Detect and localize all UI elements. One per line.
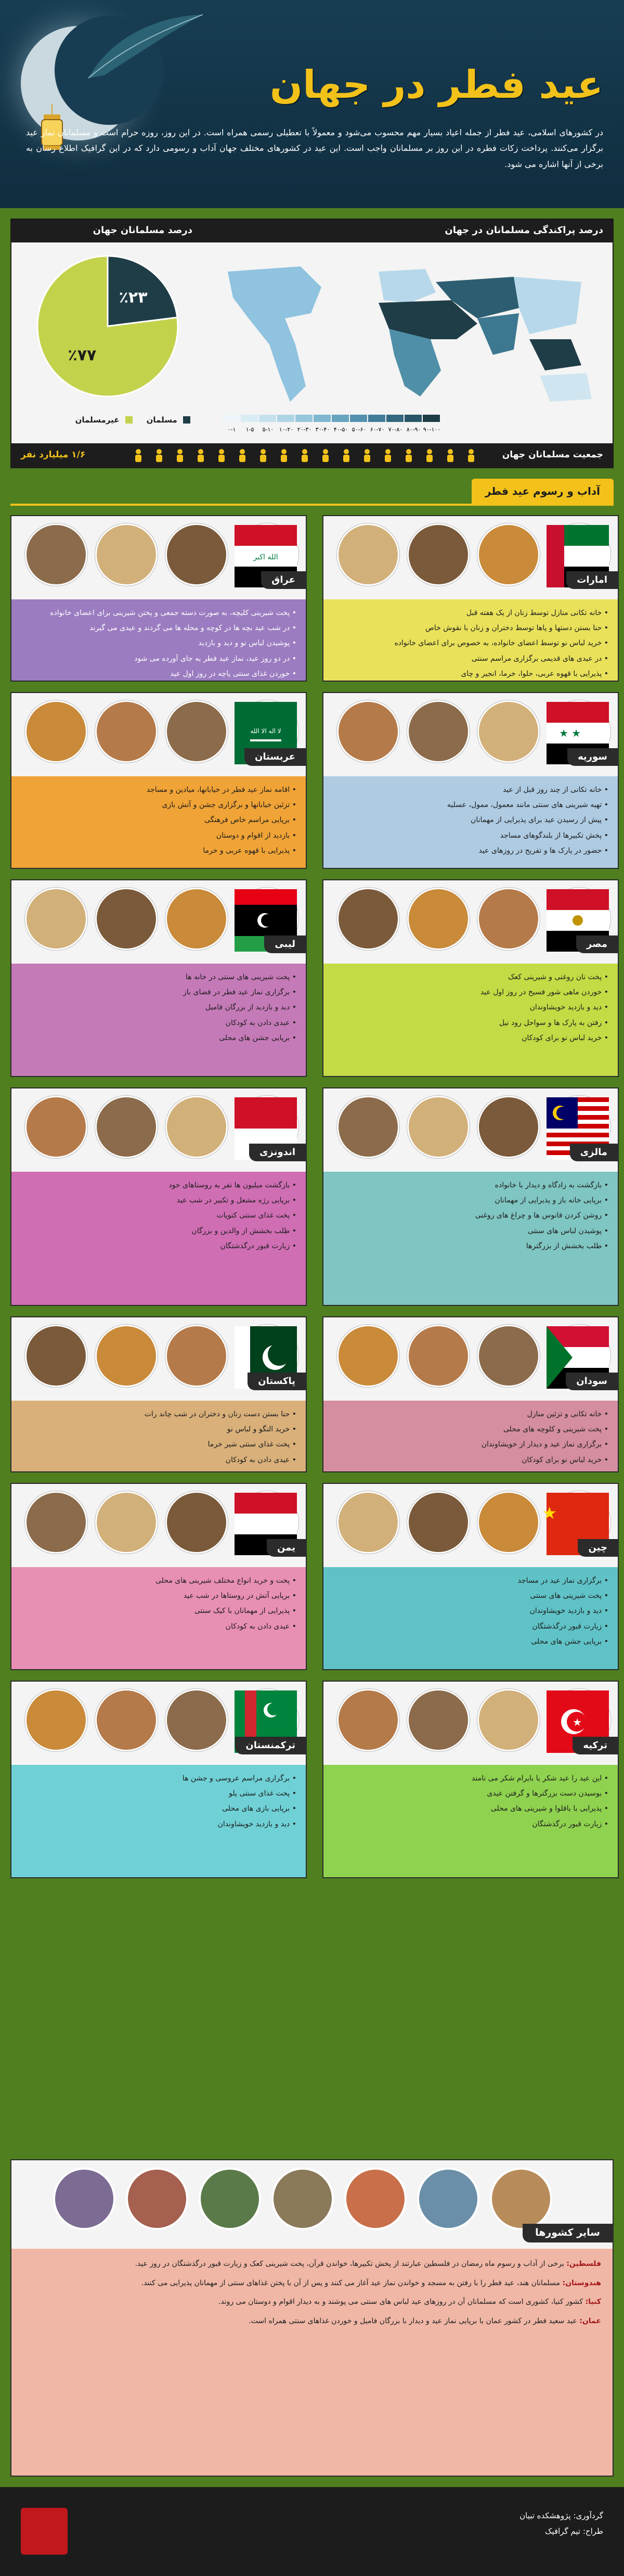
section-title: آداب و رسوم عید فطر [472, 479, 614, 505]
photo-circle [165, 888, 228, 950]
muslim-percentage-pie-chart [32, 251, 183, 402]
svg-text:★: ★ [573, 1716, 582, 1728]
map-legend [223, 415, 441, 435]
legend-label: ۲۰-۳۰ [297, 426, 312, 433]
country-customs-text [11, 964, 306, 1076]
legend-label: ۵۰-۶۰ [352, 426, 367, 433]
photo-circle [477, 1096, 540, 1158]
legend-swatch [314, 415, 331, 422]
custom-item: • پذیرایی با باقلوا و شیرینی های محلی [333, 1802, 608, 1815]
header-banner [0, 0, 624, 208]
person-icon [177, 449, 183, 462]
custom-item: • در شب عید بچه ها در کوچه و محله ها می گردند و عیدی می گیرند [21, 622, 296, 635]
country-card [10, 1316, 307, 1472]
photo-circle [337, 1325, 399, 1387]
custom-item: • دید و بازدید خویشاوندان [21, 1818, 296, 1831]
country-card [322, 515, 619, 682]
photo-circle [165, 1325, 228, 1387]
custom-item: • برپایی آتش در روستاها در شب عید [21, 1590, 296, 1603]
legend-label-muslim: مسلمان [146, 415, 177, 425]
country-photos [11, 516, 306, 599]
custom-item: • برپایی بازی های محلی [21, 1802, 296, 1815]
feather-illustration [83, 10, 208, 83]
people-icons [129, 448, 483, 463]
legend-swatch [423, 415, 440, 422]
person-icon [385, 449, 391, 462]
custom-item: • زیارت قبور درگذشتگان [21, 1240, 296, 1253]
custom-item: • دید و بازدید خویشاوندان [333, 1605, 608, 1618]
photo-circle [337, 523, 399, 586]
legend-label: ۰-۱ [227, 426, 236, 433]
country-customs-text [323, 1172, 618, 1305]
legend-label: ۱۰-۲۰ [279, 426, 294, 433]
custom-item: • زیارت قبور درگذشتگان [333, 1620, 608, 1633]
person-icon [281, 449, 287, 462]
legend-swatch [350, 415, 367, 422]
photo-circle [165, 1689, 228, 1751]
person-icon [426, 449, 433, 462]
custom-item: • رفتن به پارک ها و سواحل رود نیل [333, 1017, 608, 1030]
custom-item: • در دو روز عید، نماز عید فطر به جای آورده می شود [21, 652, 296, 665]
svg-text:★: ★ [542, 1503, 557, 1523]
map-title: درصد پراکندگی مسلمانان در جهان [202, 220, 613, 242]
custom-item: • پوشیدن لباس نو و دید و بازدید [21, 637, 296, 650]
legend-label: ۴۰-۵۰ [333, 426, 348, 433]
person-icon [468, 449, 474, 462]
photo-circle [407, 1096, 470, 1158]
photo-circle [337, 1096, 399, 1158]
custom-item: • خرید لباس نو برای کودکان [333, 1454, 608, 1467]
pie-title: درصد مسلمانان جهان [11, 220, 202, 242]
photo-circle [477, 1491, 540, 1554]
custom-item: • در عیدی های قدیمی برگزاری مراسم سنتی [333, 652, 608, 665]
photo-circle [165, 700, 228, 763]
country-customs-text [323, 964, 618, 1076]
custom-item: • پخت غذای سنتی پلو [21, 1787, 296, 1800]
custom-item: • خرید لباس نو توسط اعضای خانواده، به خصوص برای اعضای خانواده [333, 637, 608, 650]
person-icon [198, 449, 204, 462]
country-name: ترکمنستان [235, 1737, 306, 1754]
legend-label: ۷۰-۸۰ [388, 426, 403, 433]
country-photos [323, 880, 618, 964]
photo-circle [337, 1491, 399, 1554]
photo-circle [337, 1689, 399, 1751]
country-name: ترکیه [573, 1737, 618, 1754]
pie-legend [22, 415, 193, 430]
svg-text:الله اكبر: الله اكبر [253, 553, 278, 561]
legend-label: ۹۰-۱۰۰ [423, 426, 441, 433]
country-card [322, 1316, 619, 1472]
photo-circle [477, 888, 540, 950]
custom-item: • دید و بازدید خویشاوندان [333, 1001, 608, 1014]
country-card [322, 1087, 619, 1306]
legend-swatch [277, 415, 294, 422]
country-name: امارات [566, 571, 618, 589]
photo-circle [407, 1325, 470, 1387]
country-card [10, 879, 307, 1077]
custom-item: • طلب بخشش از بزرگترها [333, 1240, 608, 1253]
person-icon [239, 449, 245, 462]
custom-item: • عیدی دادن به کودکان [21, 1454, 296, 1467]
photo-circle [95, 1096, 158, 1158]
country-customs-text [11, 1765, 306, 1877]
custom-item: • پذیرایی با قهوه عربی، حلوا، خرما، انجیر و چای [333, 668, 608, 681]
person-icon [343, 449, 349, 462]
country-card [10, 1483, 307, 1670]
country-name: عربستان [244, 748, 306, 766]
legend-swatch [223, 415, 240, 422]
custom-item: • پخش تکبیرها از بلندگوهای مساجد [333, 829, 608, 842]
country-name: لیبی [264, 935, 306, 953]
custom-item: • بوسیدن دست بزرگترها و گرفتن عیدی [333, 1787, 608, 1800]
person-icon [364, 449, 370, 462]
custom-item: • پوشیدن لباس های سنتی [333, 1225, 608, 1238]
photo-circle [165, 1491, 228, 1554]
intro-text: در کشورهای اسلامی، عید فطر از جمله اعیاد بسیار مهم محسوب می‌شود و معمولاً با تعطیلی رسمی همراه است. در این روز، روزه حرام است و مسلمانان نماز عید برگزار می‌کنند. پرداخت زکات فطره در این روز بر مسلمانان واجب است. این عید در کشورهای مختلف جهان آداب و رسومی دارد که در این گرافیک اطلاع رسان به برخی از آنها اشاره می شود. [26, 127, 603, 169]
country-card [10, 1087, 307, 1306]
legend-label-non-muslim: غیرمسلمان [75, 415, 120, 425]
country-name: مصر [576, 935, 618, 953]
custom-item: • برگزاری نماز عید و دیدار از خویشاوندان [333, 1438, 608, 1451]
population-row [11, 443, 613, 467]
photo-circle [407, 1689, 470, 1751]
person-icon [218, 449, 225, 462]
publisher-logo [21, 2508, 68, 2555]
country-name: سوریه [567, 748, 618, 766]
custom-item: • پخت نان روغنی و شیرینی کعک [333, 971, 608, 984]
custom-item: • برپایی خانه باز و پذیرایی از مهمانان [333, 1194, 608, 1207]
country-card [322, 1483, 619, 1670]
country-card [10, 515, 307, 682]
custom-item: • پخت غذای سنتی شیر خرما [21, 1438, 296, 1451]
person-icon [406, 449, 412, 462]
country-card [10, 1681, 307, 1878]
custom-item: • خوردن ماهی شور فسیخ در روز اول عید [333, 986, 608, 999]
custom-item: • خانه تکانی و تزئین منازل [333, 1408, 608, 1421]
legend-swatch [405, 415, 422, 422]
custom-item: • برپایی رژه مشعل و تکبیر در شب عید [21, 1194, 296, 1207]
country-customs-text [11, 1401, 306, 1471]
legend-label: ۳۰-۴۰ [315, 426, 330, 433]
custom-item: • طلب بخشش از والدین و بزرگان [21, 1225, 296, 1238]
custom-item: • برپایی جشن های محلی [21, 1032, 296, 1045]
photo-circle [477, 1325, 540, 1387]
country-name: عراق [261, 571, 306, 589]
country-customs-text [11, 599, 306, 681]
other-countries-title: سایر کشورها [523, 2224, 613, 2242]
photo-circle [407, 1491, 470, 1554]
country-card [10, 692, 307, 869]
legend-swatch [241, 415, 258, 422]
photo-circle [25, 700, 87, 763]
photo-circle [95, 523, 158, 586]
country-photos [323, 1682, 618, 1765]
photo-circle [407, 888, 470, 950]
custom-item: • برگزاری مراسم عروسی و جشن ها [21, 1772, 296, 1785]
world-map [207, 251, 607, 407]
country-customs-text [323, 776, 618, 868]
country-card [322, 1681, 619, 1878]
country-name: اندونزی [249, 1144, 306, 1161]
legend-swatch [368, 415, 385, 422]
photo-circle [477, 523, 540, 586]
custom-item: • برگزاری نماز عید فطر در فضای باز [21, 986, 296, 999]
population-label: جمعیت مسلمانان جهان [502, 450, 603, 460]
svg-text:لا اله الا الله: لا اله الا الله [250, 727, 281, 735]
legend-label: ۵-۱۰ [262, 426, 274, 433]
legend-swatch-non-muslim [125, 416, 133, 424]
custom-item: • عیدی دادن به کودکان [21, 1017, 296, 1030]
pie-label: ٪۲۳ [119, 288, 148, 307]
legend-swatch-muslim [183, 416, 190, 424]
country-photos [11, 880, 306, 964]
photo-circle [95, 888, 158, 950]
custom-item: • حنا بستن دستها و پاها توسط دختران و زنان با نقوش خاص [333, 622, 608, 635]
photo-circle [25, 888, 87, 950]
photo-circle [477, 700, 540, 763]
custom-item: • بازگشت به زادگاه و دیدار با خانواده [333, 1179, 608, 1192]
person-icon [135, 449, 141, 462]
page-title: عید فطر در جهان [269, 62, 603, 107]
custom-item: • این عید را عید شکر یا بایرام شکر می نامند [333, 1772, 608, 1785]
country-customs-text [11, 1172, 306, 1305]
person-icon [260, 449, 266, 462]
photo-circle [337, 700, 399, 763]
other-country-paragraph: عمان: عید سعید فطر در کشور عمان با برپایی نماز عید و دیدار با بزرگان فامیل و خوردن غذاهای سنتی همراه است. [249, 2316, 601, 2325]
footer-credits: گردآوری: پژوهشکده تبیان طراح: تیم گرافیک [519, 2511, 603, 2536]
svg-text:★: ★ [559, 727, 568, 739]
person-icon [302, 449, 308, 462]
other-countries-card [10, 2159, 614, 2477]
country-name: سودان [566, 1373, 618, 1390]
custom-item: • اقامه نماز عید فطر در خیابانها، میادین و مساجد [21, 784, 296, 797]
custom-item: • برپایی جشن های محلی [333, 1635, 608, 1648]
footer [0, 2487, 624, 2576]
person-icon [447, 449, 453, 462]
photo-circle [25, 523, 87, 586]
country-name: چین [578, 1539, 618, 1557]
other-country-paragraph: کنیا: کشور کنیا، کشوری است که مسلمانان آن در روزهای عید لباس های سنتی می پوشند و به دیدار اقوام و دوستان می روند. [218, 2298, 601, 2306]
custom-item: • بازگشت میلیون ها نفر به روستاهای خود [21, 1179, 296, 1192]
photo-circle [127, 2169, 187, 2229]
country-customs-text [323, 1765, 618, 1877]
photo-circle [165, 1096, 228, 1158]
custom-item: • بازدید از اقوام و دوستان [21, 829, 296, 842]
photo-circle [95, 1689, 158, 1751]
custom-item: • پخت شیرینی های سنتی در خانه ها [21, 971, 296, 984]
country-card [322, 692, 619, 869]
custom-item: • پذیرایی با قهوه عربی و خرما [21, 844, 296, 857]
custom-item: • پخت و خرید انواع مختلف شیرینی های محلی [21, 1574, 296, 1587]
custom-item: • خرید النگو و لباس نو [21, 1423, 296, 1436]
photo-circle [25, 1325, 87, 1387]
custom-item: • حنا بستن دست زنان و دختران در شب چاند رات [21, 1408, 296, 1421]
other-countries-text [11, 2249, 613, 2476]
custom-item: • پذیرایی از مهمانان با کیک سنتی [21, 1605, 296, 1618]
legend-swatch [386, 415, 404, 422]
photo-circle [337, 888, 399, 950]
country-name: مالزی [570, 1144, 618, 1161]
country-card [322, 879, 619, 1077]
photo-circle [25, 1491, 87, 1554]
custom-item: • برپایی مراسم خاص فرهنگی [21, 814, 296, 827]
custom-item: • خانه تکانی از چند روز قبل از عید [333, 784, 608, 797]
photo-circle [477, 1689, 540, 1751]
customs-section-header [10, 479, 614, 505]
legend-label: ۶۰-۷۰ [370, 426, 385, 433]
photo-circle [95, 1325, 158, 1387]
custom-item: • روشن کردن فانوس ها و چراغ های روغنی [333, 1209, 608, 1222]
country-customs-text [323, 599, 618, 681]
custom-item: • خانه تکانی منازل توسط زنان از یک هفته قبل [333, 607, 608, 620]
legend-label: ۱-۵ [245, 426, 254, 433]
photo-circle [407, 700, 470, 763]
custom-item: • تهیه شیرینی های سنتی مانند معمول، ممول، عسلیه [333, 799, 608, 812]
photo-circle [54, 2169, 114, 2229]
photo-circle [25, 1096, 87, 1158]
person-icon [156, 449, 162, 462]
custom-item: • پخت غذای سنتی کتوپات [21, 1209, 296, 1222]
legend-swatch [295, 415, 313, 422]
other-country-paragraph: هندوستان: مسلمانان هند، عید فطر را با رفتن به مسجد و خواندن نماز عید آغاز می کنند و پس از آن با پختن غذاهای سنتی از مهمانان پذیرایی می کنند. [141, 2278, 601, 2287]
custom-item: • خرید لباس نو برای کودکان [333, 1032, 608, 1045]
country-photos [323, 1484, 618, 1567]
custom-item: • برگزاری نماز عید در مساجد [333, 1574, 608, 1587]
country-customs-text [323, 1401, 618, 1471]
photo-circle [25, 1689, 87, 1751]
person-icon [322, 449, 329, 462]
custom-item: • تزئین خیابانها و برگزاری جشن و آتش بازی [21, 799, 296, 812]
legend-swatch [259, 415, 276, 422]
photo-circle [345, 2169, 406, 2229]
other-country-paragraph: فلسطین: برخی از آداب و رسوم ماه رمضان در فلسطین عبارتند از پخش تکبیرها، خواندن قرآن، پخت شیرینی کعک و زیارت قبور درگذشتگان در روز عید. [135, 2260, 601, 2268]
photo-circle [95, 700, 158, 763]
photo-circle [95, 1491, 158, 1554]
custom-item: • پخت شیرینی و کلوچه های محلی [333, 1423, 608, 1436]
photo-circle [272, 2169, 333, 2229]
photo-circle [407, 523, 470, 586]
country-customs-text [11, 776, 306, 868]
legend-label: ۸۰-۹۰ [406, 426, 421, 433]
custom-item: • پخت شیرینی کلیچه، به صورت دسته جمعی و پختن شیرینی برای اعضای خانواده [21, 607, 296, 620]
custom-item: • پیش از رسیدن عید برای پذیرایی از مهمانان [333, 814, 608, 827]
svg-text:★: ★ [571, 727, 581, 739]
custom-item: • دید و بازدید از بزرگان فامیل [21, 1001, 296, 1014]
legend-swatch [332, 415, 349, 422]
country-customs-text [11, 1567, 306, 1669]
custom-item: • عیدی دادن به کودکان [21, 1620, 296, 1633]
population-value: ۱/۶ میلیارد نفر [21, 450, 86, 460]
statistics-panel [10, 219, 614, 468]
photo-circle [418, 2169, 478, 2229]
country-customs-text [323, 1567, 618, 1669]
custom-item: • پخت شیرینی های سنتی [333, 1590, 608, 1603]
country-name: یمن [267, 1539, 306, 1557]
photo-circle [165, 523, 228, 586]
custom-item: • حضور در پارک ها و تفریح در روزهای عید [333, 844, 608, 857]
photo-circle [491, 2169, 551, 2229]
custom-item: • خوردن غذای سنتی پاچه در روز اول عید [21, 668, 296, 681]
custom-item: • زیارت قبور درگذشتگان [333, 1818, 608, 1831]
country-photos [11, 1484, 306, 1567]
country-name: پاکستان [248, 1373, 306, 1390]
photo-circle [200, 2169, 260, 2229]
pie-label: ٪۷۷ [68, 346, 97, 365]
